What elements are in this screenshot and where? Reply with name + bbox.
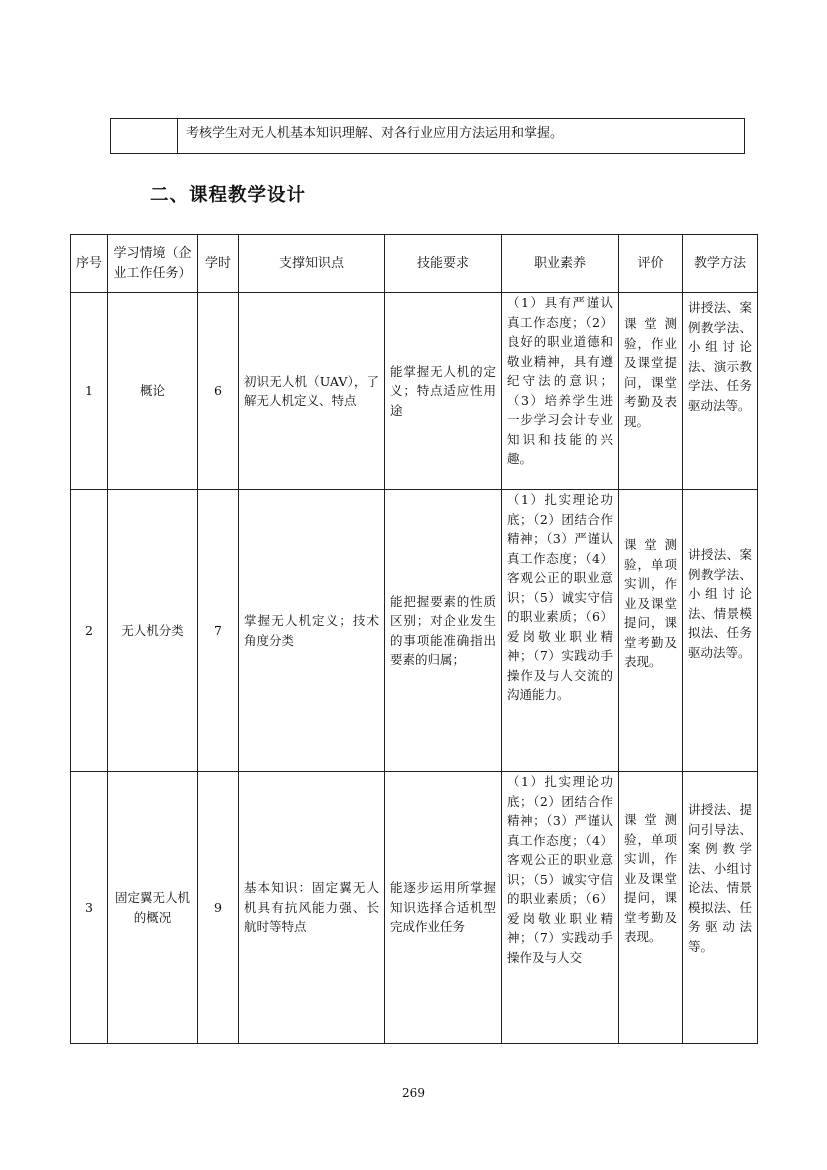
top-table-text-cell: 考核学生对无人机基本知识理解、对各行业应用方法运用和掌握。: [178, 119, 745, 154]
cell-seq: 2: [71, 490, 108, 772]
cell-method: 讲授法、提问引导法、案例教学法、小组讨论法、情景模拟法、任务驱动法等。: [683, 772, 758, 1044]
header-seq: 序号: [71, 235, 108, 293]
cell-quality: （1）具有严谨认真工作态度；（2）良好的职业道德和敬业精神，具有遵纪守法的意识；（3）培养学生进一步学习会计专业知识和技能的兴趣。: [502, 293, 619, 490]
cell-knowledge: 初识无人机（UAV），了解无人机定义、特点: [239, 293, 385, 490]
top-table-row: [110, 118, 745, 154]
header-quality: 职业素养: [502, 235, 619, 293]
cell-seq: 1: [71, 293, 108, 490]
cell-skills: 能掌握无人机的定义；特点适应性用途: [385, 293, 502, 490]
table-row: [71, 772, 758, 1044]
table-row: [71, 490, 758, 772]
header-method: 教学方法: [683, 235, 758, 293]
header-knowledge: 支撑知识点: [239, 235, 385, 293]
cell-method: 讲授法、案例教学法、小组讨论法、情景模拟法、任务驱动法等。: [683, 490, 758, 772]
cell-quality: （1）扎实理论功底；（2）团结合作精神；（3）严谨认真工作态度；（4）客观公正的职业意识；（5）诚实守信的职业素质；（6）爱岗敬业职业精神；（7）实践动手操作及与人交: [502, 772, 619, 1044]
cell-evaluation: 课堂测验，单项实训，作业及课堂提问，课堂考勤及表现。: [619, 490, 683, 772]
cell-knowledge: 掌握无人机定义；技术角度分类: [239, 490, 385, 772]
header-skills: 技能要求: [385, 235, 502, 293]
course-design-table: [70, 234, 758, 1044]
cell-evaluation: 课堂测验，作业及课堂提问，课堂考勤及表现。: [619, 293, 683, 490]
header-situation: 学习情境（企业工作任务）: [108, 235, 198, 293]
cell-situation: 无人机分类: [108, 490, 198, 772]
table-row: [71, 293, 758, 490]
cell-quality: （1）扎实理论功底；（2）团结合作精神；（3）严谨认真工作态度；（4）客观公正的职业意识；（5）诚实守信的职业素质；（6）爱岗敬业职业精神；（7）实践动手操作及与人交流的沟通能力。: [502, 490, 619, 772]
section-title: 二、课程教学设计: [150, 185, 307, 206]
top-table-blank-cell: [111, 119, 178, 154]
cell-evaluation: 课堂测验，单项实训，作业及课堂提问，课堂考勤及表现。: [619, 772, 683, 1044]
cell-hours: 9: [198, 772, 239, 1044]
cell-knowledge: 基本知识：固定翼无人机具有抗风能力强、长航时等特点: [239, 772, 385, 1044]
cell-skills: 能把握要素的性质区别；对企业发生的事项能准确指出要素的归属；: [385, 490, 502, 772]
cell-hours: 7: [198, 490, 239, 772]
page-number: 269: [402, 1086, 425, 1100]
cell-method: 讲授法、案例教学法、小组讨论法、演示教学法、任务驱动法等。: [683, 293, 758, 490]
cell-seq: 3: [71, 772, 108, 1044]
table-header-row: [71, 235, 758, 293]
cell-skills: 能逐步运用所掌握知识选择合适机型完成作业任务: [385, 772, 502, 1044]
cell-situation: 固定翼无人机的概况: [108, 772, 198, 1044]
cell-hours: 6: [198, 293, 239, 490]
header-evaluation: 评价: [619, 235, 683, 293]
cell-situation: 概论: [108, 293, 198, 490]
header-hours: 学时: [198, 235, 239, 293]
